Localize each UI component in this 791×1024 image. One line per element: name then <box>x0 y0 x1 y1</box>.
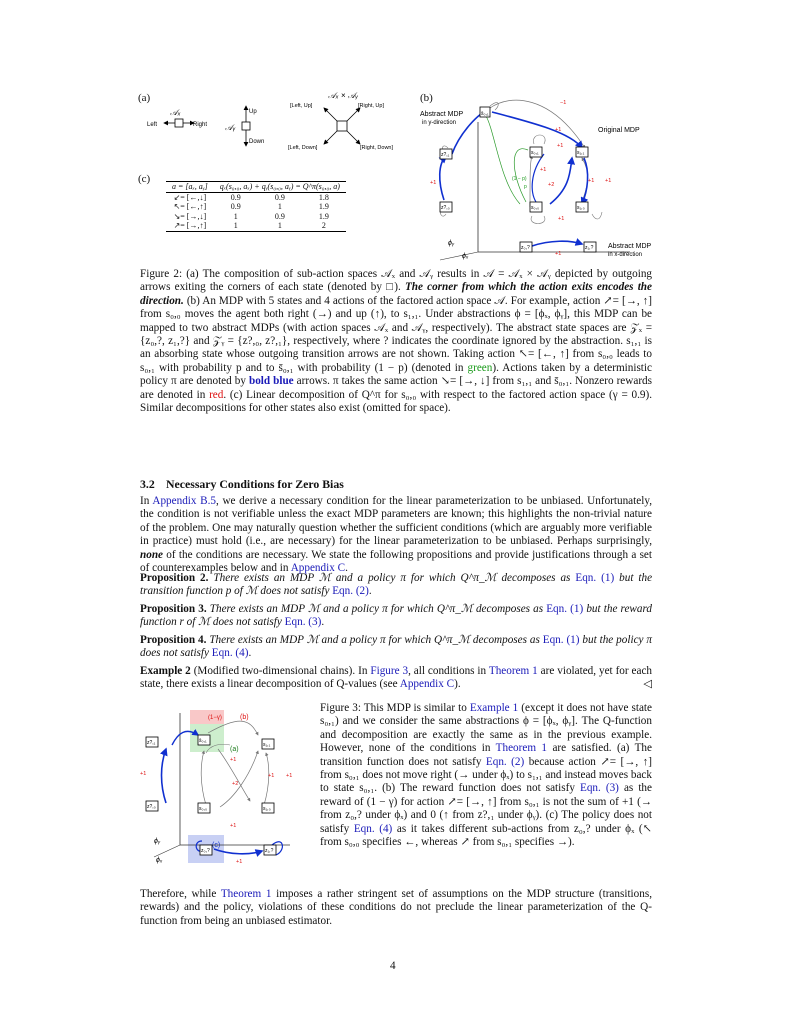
state-label: s₁,₀ <box>263 806 271 812</box>
table-cell-action: ↗= [→,↑] <box>173 221 207 230</box>
state-label: z₁,? <box>265 848 274 854</box>
state-label: z?,₀ <box>147 804 156 810</box>
link-theorem-1[interactable]: Theorem 1 <box>220 888 272 900</box>
down-label: Down <box>249 139 265 145</box>
policy-arrow <box>582 158 588 204</box>
self-loop <box>533 135 545 144</box>
link-eqn-4[interactable]: Eqn. (4) <box>211 647 249 660</box>
prob-arrow <box>486 116 520 204</box>
table-cell: 1 <box>277 202 282 211</box>
reward-label: +1 <box>555 127 562 133</box>
left-down-label: [Left, Down] <box>288 145 318 151</box>
link-appendix-b5[interactable]: Appendix B.5 <box>152 495 217 507</box>
policy-arrow <box>492 112 582 148</box>
reward-label: +1 <box>140 771 147 777</box>
ay-state-box <box>242 122 250 130</box>
reward-label: +1 <box>540 167 547 173</box>
original-mdp-title: Original MDP <box>598 127 640 134</box>
reward-label: +1 <box>557 143 564 149</box>
right-up-label: [Right, Up] <box>358 103 384 109</box>
table-cell: 1 <box>233 221 238 230</box>
table-cell: 0.9 <box>230 192 241 202</box>
reward-label: +1 <box>430 180 437 186</box>
label-b: (b) <box>240 714 249 721</box>
reward-label: +1 <box>230 757 237 763</box>
table-row <box>166 202 346 212</box>
policy-arrow <box>550 158 572 204</box>
table-cell: 1.9 <box>318 202 329 211</box>
figure-2 <box>138 92 658 264</box>
bold-blue-word: bold blue <box>248 375 294 388</box>
caption-text: Figure 2: (a) The composition of sub-action spaces 𝒜ₓ and 𝒜ᵧ results in 𝒜 = 𝒜ₓ × 𝒜ᵧ depicted by outgoing arrows exiting the corners of each state (denoted by □). The corner from which the action exits encodes the direction. (b) An MDP with 5 states and 4 actions of the factored action space 𝒜. For example, action ↗= [→, ↑] from s₀,₀ moves the agent both right (→) and up (↑), to s₁,₁. Under abstractions ϕ = [ϕₓ, ϕᵧ], this MDP can be mapped to two abstract MDPs (with action spaces 𝒜ₓ and 𝒜ᵧ, respectively). The abstract state spaces are 𝒵ₓ = {z₀,?, z₁,?} and 𝒵ᵧ = {z?,₀, z?,₁}, respectively, where ? indicates the coordinate ignored by the abstraction. s₁,₁ is an absorbing state whose outgoing transition arrows are not shown. Taking action ↖= [←, ↑] from s₀,₀ leads to s₀,₁ with probability p and to s̄₀,₁ with probability (1 − p) (denoted in green). Actions taken by a deterministic policy π are denoted by bold blue arrows. π takes the same action ↘= [→, ↓] from s₁,₁ and s̄₀,₁. Nonzero rewards are denoted in red. (c) Linear decomposition of Q^π for s₀,₀ with respect to the factored action space (γ = 0.9). Similar decompositions for other states also exist (omitted for space). <box>140 268 653 415</box>
phi-y-label: ϕᵧ <box>154 838 161 845</box>
state-label: z?,₀ <box>441 205 450 211</box>
reward-label: +1 <box>230 823 237 829</box>
state-label: s₀,₀ <box>531 205 540 211</box>
state-label: s̄₀,₁ <box>481 111 489 117</box>
page-number: 4 <box>390 960 396 972</box>
phi-x-label: ϕₓ <box>462 253 469 260</box>
phi-x-label: ϕₓ <box>156 857 163 864</box>
reward-label: +1 <box>268 773 275 779</box>
state-label: z₁,? <box>585 245 594 251</box>
table-cell: 1.9 <box>318 211 329 221</box>
self-loop <box>531 216 545 224</box>
policy-arrow <box>440 156 446 200</box>
figure-3-caption: Figure 3: This MDP is similar to Example 1 (except it does not have state s₀,₁) and we consider the same abstractions ϕ = [ϕₓ, ϕᵧ]. The Q-function and decomposition are exactly the same as in the previous example. However, none of the conditions in Theorem 1 are satisfied. (a) The transition function does not satisfy Eqn. (2) because action ↗= [→, ↑] from s₀,₁ does not move right (→ under ϕₓ) to s₁,₁ and instead moves back to state s₀,₁. (b) The reward function does not satisfy Eqn. (3) as the reward of (1 − γ) for action ↗= [→, ↑] from s₀,₁ is not the sum of +1 (→ from z₀,? under ϕₓ) and 0 (↑ from z?,₁ under ϕᵧ). (c) The policy does not satisfy Eqn. (4) as it takes different sub-actions from z₀,? under ϕₓ (↖ from s₀,₀ specifies ←, whereas ↗ from s₀,₁ specifies →). <box>320 702 653 849</box>
state-label: s₁,₁ <box>263 742 271 748</box>
link-eqn-1[interactable]: Eqn. (1) <box>542 634 580 646</box>
example-label: Example 2 <box>140 665 191 677</box>
link-eqn-3[interactable]: Eqn. (3) <box>579 782 619 795</box>
label-a: (a) <box>230 746 239 753</box>
x-axis-tail <box>154 845 180 857</box>
state-label: s₀,₀ <box>199 806 208 812</box>
right-down-arrow <box>347 131 360 144</box>
reward-label: +2 <box>232 781 239 787</box>
proposition-4: Proposition 4. There exists an MDP ℳ and a policy π for which Q^π_ℳ decomposes as Eqn. (1) but the policy π does not satisfy Eqn. (4). <box>140 634 653 660</box>
right-label: Right <box>193 122 208 128</box>
decomposition-table <box>166 181 346 232</box>
table-cell: 0.9 <box>230 202 241 211</box>
reward-label: +1 <box>588 178 595 184</box>
link-eqn-1[interactable]: Eqn. (1) <box>575 572 615 584</box>
figure-2-panel-c <box>138 169 410 230</box>
state-label: s₁,₁ <box>577 150 585 156</box>
phi-y-label: ϕᵧ <box>448 240 455 247</box>
state-label: s₀,₁ <box>531 150 539 156</box>
transition-arrow <box>264 753 269 805</box>
self-loop <box>592 212 602 219</box>
left-label: Left <box>147 122 158 128</box>
red-word: red <box>209 388 224 401</box>
transition-arrow <box>220 751 258 807</box>
green-word: green <box>467 361 493 374</box>
figure-2-panel-a <box>138 92 410 158</box>
table-cell: 0.9 <box>274 211 285 221</box>
table-cell: 1 <box>277 221 282 230</box>
table-cell-action: ↙= [←,↓] <box>173 192 207 202</box>
table-cell: 1 <box>233 211 238 221</box>
link-eqn-4[interactable]: Eqn. (4) <box>353 822 393 835</box>
figure-2-caption <box>140 268 652 415</box>
transition-arrow <box>201 751 206 805</box>
link-eqn-2[interactable]: Eqn. (2) <box>332 585 369 598</box>
left-down-arrow <box>324 131 337 144</box>
table-cell: 2 <box>321 221 326 230</box>
state-label: z?,₁ <box>147 740 156 746</box>
reward-label: +1 <box>605 178 612 184</box>
panel-a-diagram <box>138 92 410 158</box>
prob-label: (1 − p) <box>512 176 527 182</box>
proposition-2: Proposition 2. There exists an MDP ℳ and a policy π for which Q^π_ℳ decomposes as Eqn. (1) but the transition function p of ℳ does not satisfy Eqn. (2). <box>140 572 653 598</box>
ax-label: 𝒜ₓ <box>170 108 181 117</box>
table-row <box>166 192 346 202</box>
emphasis-none: none <box>140 548 164 561</box>
table-cell-action: ↘= [→,↓] <box>173 211 207 221</box>
link-theorem-1[interactable]: Theorem 1 <box>495 742 548 755</box>
right-up-arrow <box>347 108 360 121</box>
ax-times-ay-label: 𝒜ₓ × 𝒜ᵧ <box>328 92 359 100</box>
table-cell-action: ↖= [←,↑] <box>173 202 207 211</box>
left-up-arrow <box>324 108 337 121</box>
proposition-3: Proposition 3. There exists an MDP ℳ and a policy π for which Q^π_ℳ decomposes as Eqn. (1) but the reward function r of ℳ does not satisfy Eqn. (3). <box>140 603 653 629</box>
table-row <box>166 221 346 231</box>
panel-b-label: (b) <box>420 92 433 104</box>
state-label: z₀,? <box>521 245 530 251</box>
link-eqn-1[interactable]: Eqn. (1) <box>546 603 584 615</box>
section-intro: In Appendix B.5, we derive a necessary condition for the linear parameterization to be unbiased. Unfortunately, the condition is not verifiable unless the exact MDP parameters are known; this highlights the non-trivial nature of the problem. One may naturally question whether the sufficient conditions (which are arguably more verifiable in practice) must hold (i.e., are necessary) for the linear parameterization to be unbiased. Perhaps surprisingly, none of the conditions are necessary. We state the following propositions and provide justifications through a set of counterexamples below and in Appendix C. <box>140 495 653 575</box>
abstract-y-title-1: Abstract MDP <box>420 111 464 118</box>
abstract-x-title-2: in x-direction <box>608 252 643 258</box>
state-label: s̄₀,₁ <box>199 738 207 744</box>
link-appendix-c[interactable]: Appendix C <box>290 562 346 575</box>
ay-label: 𝒜ᵧ <box>225 123 236 132</box>
policy-arrow <box>532 241 582 246</box>
section-title: Necessary Conditions for Zero Bias <box>166 477 344 491</box>
one-minus-gamma-label: (1−γ) <box>208 715 222 721</box>
reward-label: +1 <box>555 251 562 257</box>
policy-arrow <box>532 154 547 202</box>
reward-label: +1 <box>236 859 243 865</box>
panel-a-label: (a) <box>138 92 151 104</box>
section-number: 3.2 <box>140 477 155 491</box>
axay-state-box <box>337 121 347 131</box>
link-example-1[interactable]: Example 1 <box>469 702 519 714</box>
reward-label: +1 <box>558 216 565 222</box>
transition-arrow <box>530 156 532 207</box>
state-label: z₀,? <box>201 848 210 854</box>
section-heading <box>140 477 344 492</box>
link-theorem-1[interactable]: Theorem 1 <box>488 665 538 677</box>
proposition-label: Proposition 4. <box>140 634 207 646</box>
reward-label: +2 <box>548 182 555 188</box>
left-up-label: [Left, Up] <box>290 103 313 109</box>
prob-label: p <box>524 184 527 190</box>
x-axis-tail <box>440 252 478 260</box>
state-label: s₁,₀ <box>577 205 585 211</box>
reward-label: +1 <box>286 773 293 779</box>
reward-label: −1 <box>560 100 567 106</box>
proposition-label: Proposition 2. <box>140 572 209 584</box>
panel-c-label: (c) <box>138 173 151 185</box>
table-header-decomposition: qₓ(s₀,₀, aₓ) + qᵧ(s₀,₀, aᵧ) = Q^π(s₀,₀, a) <box>219 182 340 191</box>
abstract-x-title-1: Abstract MDP <box>608 243 652 250</box>
ax-state-box <box>175 119 183 127</box>
table-header-row <box>166 182 346 193</box>
link-appendix-c[interactable]: Appendix C <box>399 678 455 691</box>
right-down-label: [Right, Down] <box>360 145 394 151</box>
link-figure-3[interactable]: Figure 3 <box>370 665 409 677</box>
figure-3-diagram <box>140 705 308 865</box>
policy-arrow <box>162 749 167 803</box>
table-cell: 0.9 <box>274 192 285 202</box>
table-row <box>166 212 346 222</box>
abstract-y-title-2: in y-direction <box>422 120 457 126</box>
link-eqn-2[interactable]: Eqn. (2) <box>485 755 525 768</box>
closing-paragraph: Therefore, while Theorem 1 imposes a rather stringent set of assumptions on the MDP structure (transitions, rewards) and the policy, violations of these conditions do not preclude the linear parameterization of the Q-function from being an unbiased estimator. <box>140 888 652 927</box>
figure-3 <box>140 705 308 865</box>
up-label: Up <box>249 109 257 115</box>
link-eqn-3[interactable]: Eqn. (3) <box>284 616 322 629</box>
end-mark: ◁ <box>643 678 652 691</box>
proposition-label: Proposition 3. <box>140 603 207 615</box>
label-c: (c) <box>212 842 221 849</box>
panel-b-diagram <box>420 92 658 264</box>
state-label: z?,₁ <box>441 152 450 158</box>
table-cell: 1.8 <box>318 192 329 202</box>
example-2: Example 2 (Modified two-dimensional chains). In Figure 3, all conditions in Theorem 1 are violated, yet for each state, there exists a linear decomposition of Q-values (see Appendix C). ◁ <box>140 665 653 691</box>
table-header-action: a = [aₓ, aᵧ] <box>172 182 208 191</box>
figure-2-panel-b <box>420 92 658 264</box>
